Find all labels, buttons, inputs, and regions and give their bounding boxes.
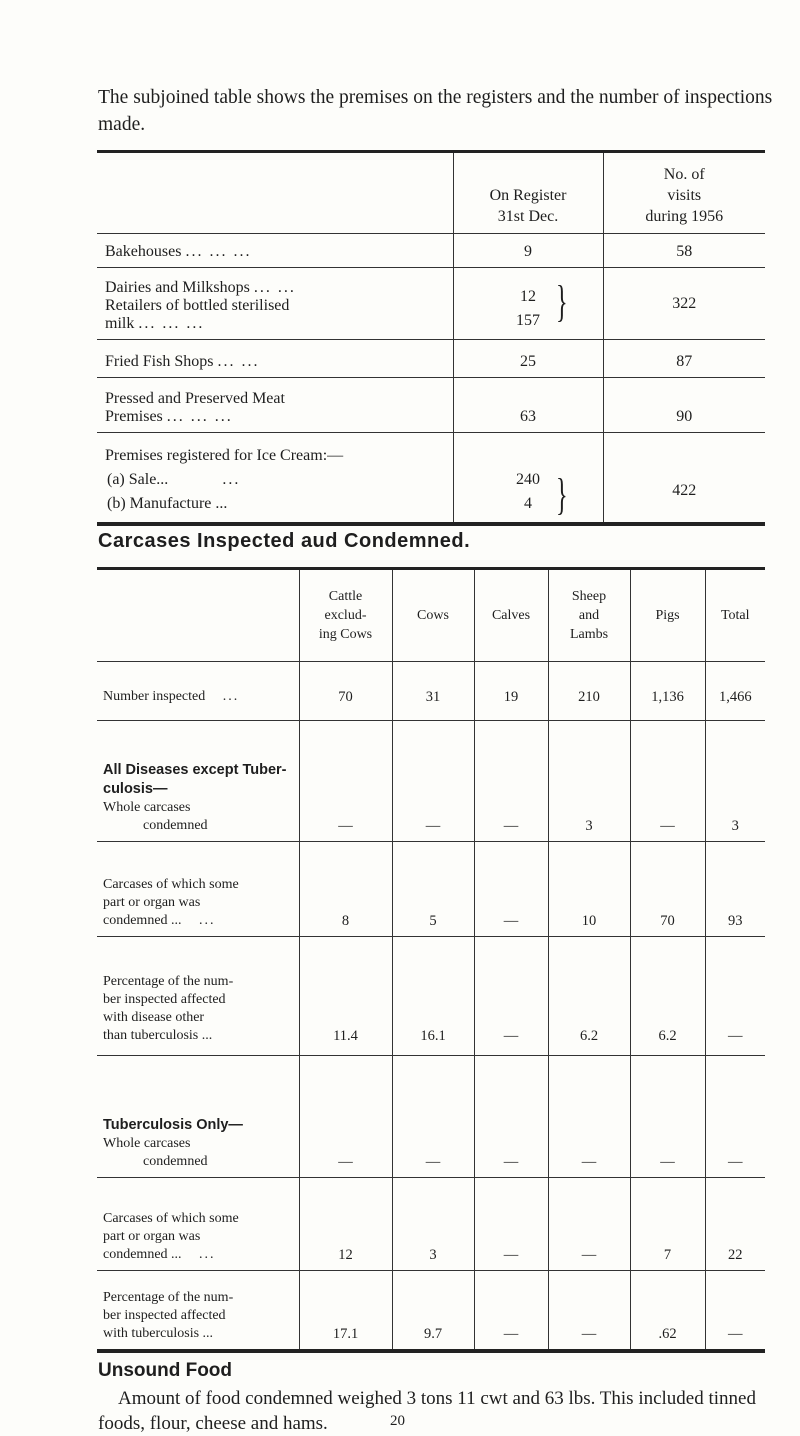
label-line: ber inspected affected xyxy=(103,991,226,1007)
register-value: 240 xyxy=(516,470,540,488)
value-cell: 9.7 xyxy=(392,1271,474,1351)
value-cell: — xyxy=(705,1271,765,1351)
label-line: condemned xyxy=(143,818,208,834)
premises-row xyxy=(97,268,765,340)
col-pigs-header: Pigs xyxy=(630,569,705,662)
value-cell: — xyxy=(392,721,474,842)
value-cell: — xyxy=(705,1055,765,1177)
value-cell: .62 xyxy=(630,1271,705,1351)
label-line: Premises xyxy=(105,408,163,425)
row-label xyxy=(97,842,299,936)
carcases-heading: Carcases Inspected aud Condemned. xyxy=(98,530,471,552)
value-cell: — xyxy=(392,1055,474,1177)
value-cell: 6.2 xyxy=(630,936,705,1055)
register-value: 9 xyxy=(453,234,603,268)
label-line: condemned ... xyxy=(103,1247,182,1263)
header-line: Lambs xyxy=(569,627,609,643)
label-line: Premises registered for Ice Cream:— xyxy=(105,446,344,464)
label-line: Percentage of the num- xyxy=(103,1290,234,1305)
header-line: ing Cows xyxy=(318,627,373,643)
visits-value: 90 xyxy=(603,378,765,433)
register-value: 4 xyxy=(524,494,532,512)
header-line: No. of xyxy=(663,166,705,183)
value-cell: 3 xyxy=(705,721,765,842)
row-label xyxy=(97,1271,299,1351)
col-sheep-header xyxy=(548,569,630,662)
label-line: Whole carcases xyxy=(103,800,191,816)
value-cell: 12 xyxy=(299,1178,392,1271)
col-total-header: Total xyxy=(705,569,765,662)
leader-dots: ... ... ... xyxy=(166,408,233,425)
row-label xyxy=(97,662,299,721)
row-label xyxy=(97,936,299,1055)
leader-dots: ... ... ... xyxy=(138,315,205,332)
value-cell: 1,466 xyxy=(705,662,765,721)
value-cell: 70 xyxy=(630,842,705,936)
premises-table xyxy=(97,150,765,526)
visits-value: 58 xyxy=(603,234,765,268)
intro-paragraph: The subjoined table shows the premises on the registers and the number of inspections made. xyxy=(98,87,773,135)
value-cell: 210 xyxy=(548,662,630,721)
header-line: exclud- xyxy=(324,608,367,624)
premises-label xyxy=(97,340,453,378)
label-line: (b) Manufacture ... xyxy=(107,494,228,512)
value-cell: 17.1 xyxy=(299,1271,392,1351)
value-cell: — xyxy=(705,936,765,1055)
visits-value: 422 xyxy=(603,433,765,524)
page-number: 20 xyxy=(390,1413,405,1429)
value-cell: 19 xyxy=(474,662,548,721)
label-line: part or organ was xyxy=(103,1229,201,1245)
right-brace-icon: } xyxy=(555,470,568,519)
register-value-group xyxy=(453,268,603,340)
carcases-header-blank xyxy=(97,569,299,662)
value-cell: — xyxy=(630,1055,705,1177)
carcases-table xyxy=(97,567,765,1353)
value-cell: 11.4 xyxy=(299,936,392,1055)
value-cell: 31 xyxy=(392,662,474,721)
label-line: Retailers of bottled sterilised xyxy=(105,297,290,314)
leader-dots: ... ... xyxy=(253,279,296,296)
carcases-row xyxy=(97,1055,765,1177)
unsound-food-text: Amount of food condemned weighed 3 tons 11 cwt and 63 lbs. This included tinned foods, flour, cheese and hams. xyxy=(98,1388,756,1434)
value-cell: 3 xyxy=(548,721,630,842)
row-label xyxy=(97,1055,299,1177)
value-cell: — xyxy=(299,1055,392,1177)
premises-row xyxy=(97,234,765,268)
carcases-row xyxy=(97,721,765,842)
label-line: milk xyxy=(105,315,135,332)
header-line: during 1956 xyxy=(645,208,724,225)
leader-dots: ... xyxy=(199,1247,216,1263)
label-line: Dairies and Milkshops xyxy=(105,279,250,296)
value-cell: 10 xyxy=(548,842,630,936)
label-line: condemned ... xyxy=(103,912,182,928)
col-calves-header: Calves xyxy=(474,569,548,662)
label-line: ber inspected affected xyxy=(103,1308,226,1323)
label-line: Bakehouses xyxy=(105,243,182,260)
register-value: 12 xyxy=(520,288,536,305)
leader-dots: ... xyxy=(222,689,240,705)
value-cell: 1,136 xyxy=(630,662,705,721)
visits-value: 87 xyxy=(603,340,765,378)
value-cell: — xyxy=(630,721,705,842)
carcases-row xyxy=(97,1178,765,1271)
label-line: part or organ was xyxy=(103,894,201,910)
value-cell: — xyxy=(474,1055,548,1177)
header-line: visits xyxy=(667,187,702,204)
col-on-register-header xyxy=(453,152,603,234)
value-cell: — xyxy=(474,1178,548,1271)
col-cattle-header xyxy=(299,569,392,662)
header-line: 31st Dec. xyxy=(497,208,559,225)
value-cell: 6.2 xyxy=(548,936,630,1055)
label-line: Whole carcases xyxy=(103,1136,191,1152)
label-line: than tuberculosis ... xyxy=(103,1027,213,1043)
premises-label xyxy=(97,378,453,433)
leader-dots: ... ... ... xyxy=(185,243,252,260)
col-cows-header: Cows xyxy=(392,569,474,662)
value-cell: 3 xyxy=(392,1178,474,1271)
section-heading: Tuberculosis Only— xyxy=(103,1117,243,1134)
header-line: and xyxy=(578,608,600,624)
value-cell: 7 xyxy=(630,1178,705,1271)
premises-label xyxy=(97,234,453,268)
value-cell: — xyxy=(474,721,548,842)
premises-label xyxy=(97,433,453,524)
label-line: Pressed and Preserved Meat xyxy=(105,390,285,407)
label-line: with disease other xyxy=(103,1009,205,1025)
header-line: Sheep xyxy=(571,589,607,605)
value-cell: 70 xyxy=(299,662,392,721)
col-visits-header xyxy=(603,152,765,234)
value-cell: 22 xyxy=(705,1178,765,1271)
leader-dots: ... xyxy=(199,912,216,928)
register-value-group xyxy=(453,433,603,524)
row-label xyxy=(97,721,299,842)
value-cell: 93 xyxy=(705,842,765,936)
value-cell: — xyxy=(548,1271,630,1351)
premises-row xyxy=(97,378,765,433)
label-line: Number inspected xyxy=(103,689,206,705)
premises-label xyxy=(97,268,453,340)
label-line: Percentage of the num- xyxy=(103,973,234,989)
value-cell: — xyxy=(299,721,392,842)
premises-row xyxy=(97,433,765,524)
header-line: On Register xyxy=(489,187,567,204)
visits-value: 322 xyxy=(603,268,765,340)
carcases-header-row xyxy=(97,569,765,662)
register-value: 157 xyxy=(516,312,540,329)
premises-row xyxy=(97,340,765,378)
label-line: Fried Fish Shops xyxy=(105,353,214,370)
value-cell: — xyxy=(548,1055,630,1177)
carcases-row xyxy=(97,662,765,721)
register-value: 25 xyxy=(453,340,603,378)
value-cell: 16.1 xyxy=(392,936,474,1055)
value-cell: — xyxy=(474,1271,548,1351)
label-line: condemned xyxy=(143,1154,208,1170)
right-brace-icon: } xyxy=(555,277,568,326)
header-line: Cattle xyxy=(328,589,363,605)
label-line: Carcases of which some xyxy=(103,1211,239,1227)
leader-dots: ... xyxy=(222,470,241,488)
carcases-row xyxy=(97,1271,765,1351)
value-cell: — xyxy=(474,936,548,1055)
value-cell: 8 xyxy=(299,842,392,936)
label-line: Carcases of which some xyxy=(103,876,239,892)
value-cell: 5 xyxy=(392,842,474,936)
leader-dots: ... ... xyxy=(217,353,260,370)
label-line: with tuberculosis ... xyxy=(103,1326,214,1341)
unsound-food-heading: Unsound Food xyxy=(98,1360,233,1381)
carcases-row xyxy=(97,936,765,1055)
label-line: (a) Sale... xyxy=(107,470,169,488)
row-label xyxy=(97,1178,299,1271)
register-value: 63 xyxy=(453,378,603,433)
premises-header-blank xyxy=(97,152,453,234)
value-cell: — xyxy=(474,842,548,936)
value-cell: — xyxy=(548,1178,630,1271)
section-heading: All Diseases except Tuber-culosis— xyxy=(103,762,287,798)
carcases-row xyxy=(97,842,765,936)
premises-header-row xyxy=(97,152,765,234)
